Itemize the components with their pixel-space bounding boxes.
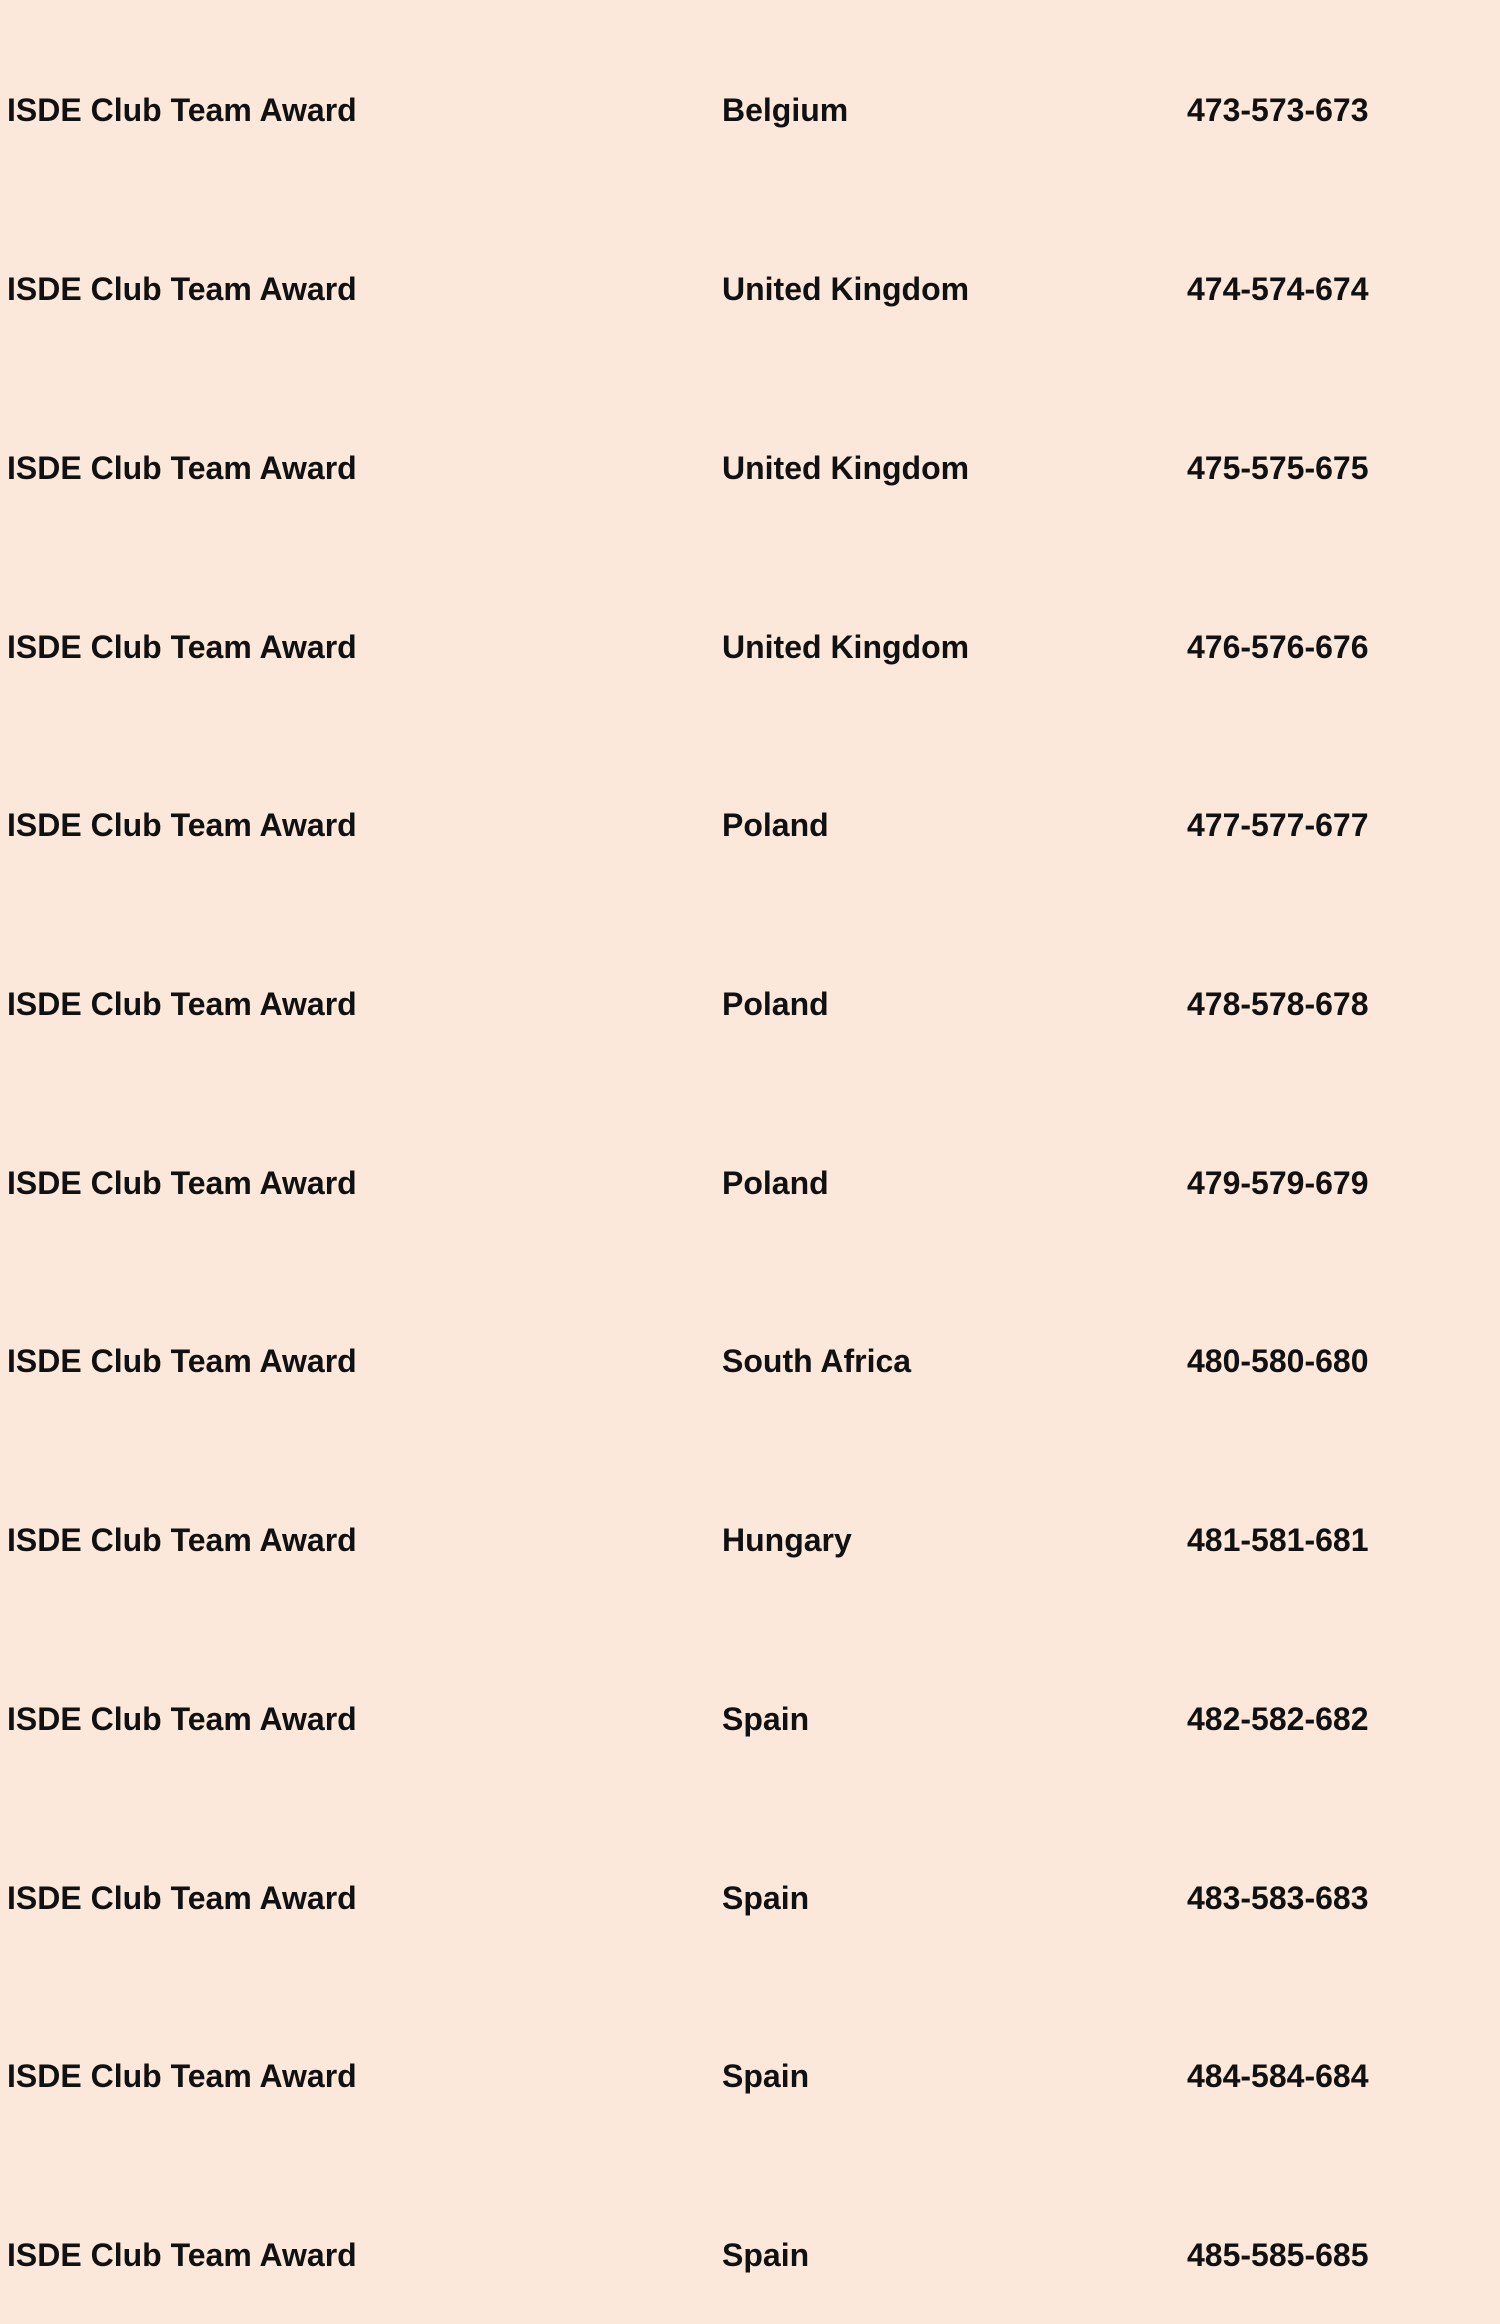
table-row [0, 80, 1500, 140]
award-cell: ISDE Club Team Award [7, 1522, 357, 1558]
table-row [0, 2225, 1500, 2285]
code-cell: 481-581-681 [1187, 1522, 1369, 1558]
award-cell: ISDE Club Team Award [7, 1343, 357, 1379]
country-cell: Poland [722, 986, 829, 1022]
code-cell: 477-577-677 [1187, 807, 1369, 843]
country-cell: United Kingdom [722, 271, 970, 307]
country-cell: United Kingdom [722, 450, 970, 486]
code-cell: 475-575-675 [1187, 450, 1369, 486]
award-cell: ISDE Club Team Award [7, 271, 357, 307]
table-row [0, 2046, 1500, 2106]
award-cell: ISDE Club Team Award [7, 2058, 357, 2094]
code-cell: 484-584-684 [1187, 2058, 1369, 2094]
table-row [0, 1689, 1500, 1749]
code-cell: 483-583-683 [1187, 1880, 1369, 1916]
award-cell: ISDE Club Team Award [7, 1165, 357, 1201]
table-row [0, 1153, 1500, 1213]
award-cell: ISDE Club Team Award [7, 629, 357, 665]
table-row [0, 1510, 1500, 1570]
code-cell: 476-576-676 [1187, 629, 1369, 665]
award-cell: ISDE Club Team Award [7, 1701, 357, 1737]
country-cell: Poland [722, 807, 829, 843]
country-cell: South Africa [722, 1343, 912, 1379]
code-cell: 482-582-682 [1187, 1701, 1369, 1737]
award-cell: ISDE Club Team Award [7, 2237, 357, 2273]
code-cell: 485-585-685 [1187, 2237, 1369, 2273]
country-cell: Spain [722, 1880, 810, 1916]
table-row [0, 1868, 1500, 1928]
award-cell: ISDE Club Team Award [7, 807, 357, 843]
award-cell: ISDE Club Team Award [7, 92, 357, 128]
country-cell: Poland [722, 1165, 829, 1201]
table-row [0, 259, 1500, 319]
table-row [0, 1331, 1500, 1391]
award-cell: ISDE Club Team Award [7, 1880, 357, 1916]
code-cell: 479-579-679 [1187, 1165, 1369, 1201]
code-cell: 478-578-678 [1187, 986, 1369, 1022]
country-cell: Spain [722, 2237, 810, 2273]
table-row [0, 974, 1500, 1034]
code-cell: 473-573-673 [1187, 92, 1369, 128]
award-cell: ISDE Club Team Award [7, 986, 357, 1022]
country-cell: Spain [722, 1701, 810, 1737]
award-cell: ISDE Club Team Award [7, 450, 357, 486]
country-cell: Belgium [722, 92, 849, 128]
table-row [0, 617, 1500, 677]
country-cell: Spain [722, 2058, 810, 2094]
table-row [0, 438, 1500, 498]
country-cell: Hungary [722, 1522, 852, 1558]
country-cell: United Kingdom [722, 629, 970, 665]
code-cell: 480-580-680 [1187, 1343, 1369, 1379]
code-cell: 474-574-674 [1187, 271, 1369, 307]
table-row [0, 795, 1500, 855]
